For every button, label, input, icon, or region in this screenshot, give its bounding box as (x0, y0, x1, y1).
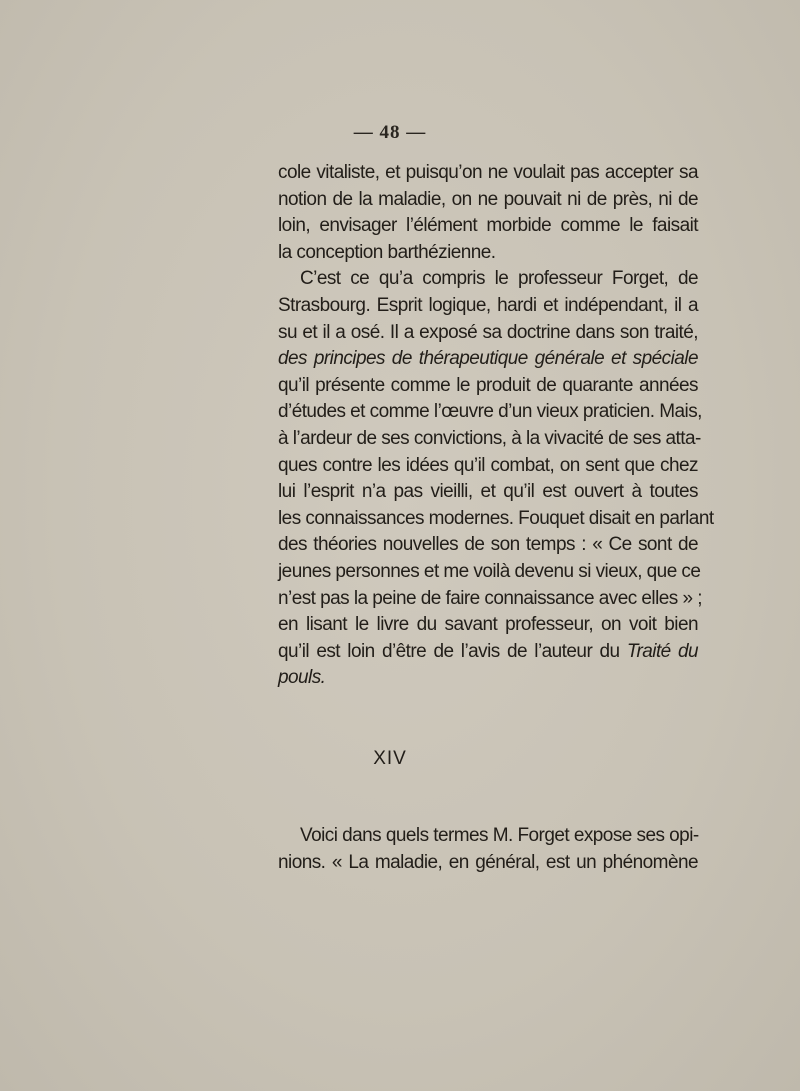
text-line: en lisant le livre du savant professeur, on voit bien (278, 614, 698, 636)
text-line: loin, envisager l’élément morbide comme le faisait (278, 215, 698, 237)
text-line: ques contre les idées qu’il combat, on sent que chez (278, 454, 698, 476)
text-line: Voici dans quels termes M. Forget expose ses opi- (300, 825, 699, 846)
page-number (0, 122, 800, 144)
text-line: les connaissances modernes. Fouquet disait en parlant (278, 507, 714, 529)
text-line: pouls. (278, 667, 326, 689)
text-line: la conception barthézienne. (278, 241, 496, 263)
section-heading-text: XIV (373, 748, 407, 769)
text-line: qu’il présente comme le produit de quarante années (278, 374, 698, 396)
text-line: qu’il est loin d’être de l’avis de l’auteur du Traité du (278, 640, 698, 662)
text-line: lui l’esprit n’a pas vieilli, et qu’il est ouvert à toutes (278, 481, 698, 503)
text-line: notion de la maladie, on ne pouvait ni de près, ni de (278, 188, 698, 210)
text-line: d’études et comme l’œuvre d’un vieux praticien. Mais, (278, 401, 702, 423)
text-line: C’est ce qu’a compris le professeur Forget, de (300, 268, 698, 290)
text-line: des théories nouvelles de son temps : « Ce sont de (278, 534, 698, 556)
text-line: n’est pas la peine de faire connaissance avec elles » ; (278, 587, 702, 609)
paragraph-block-main (278, 160, 714, 692)
text-line: à l’ardeur de ses convictions, à la vivacité de ses atta- (278, 427, 701, 449)
text-line: nions. « La maladie, en général, est un phénomène (278, 851, 698, 873)
text-line: Strasbourg. Esprit logique, hardi et indépendant, il a (278, 294, 698, 316)
page-number-text: — 48 — (353, 122, 427, 143)
text-line: su et il a osé. Il a exposé sa doctrine dans son traité, (278, 321, 698, 343)
text-line: cole vitaliste, et puisqu’on ne voulait pas accepter sa (278, 162, 698, 183)
text-line: des principes de thérapeutique générale et spéciale (278, 348, 698, 370)
section-heading (0, 748, 800, 770)
text-line: jeunes personnes et me voilà devenu si vieux, que ce (278, 560, 701, 582)
paragraph-block-section (278, 823, 698, 876)
